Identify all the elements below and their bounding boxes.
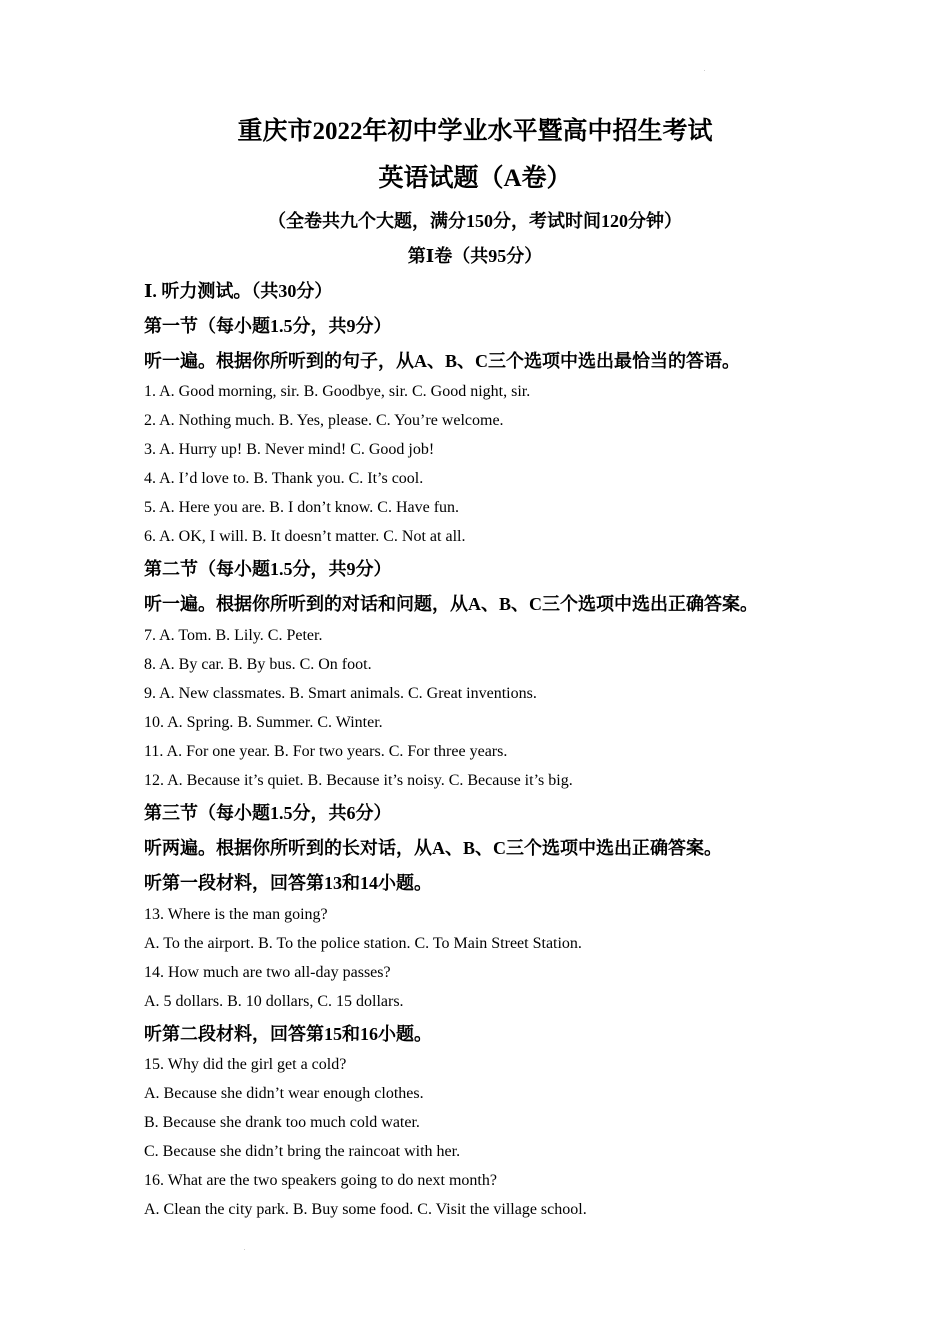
question-line: 15. Why did the girl get a cold? xyxy=(144,1056,347,1073)
paper-title: 英语试题（A卷） xyxy=(378,165,572,192)
exam-info: （全卷共九个大题，满分150分，考试时间120分钟） xyxy=(268,211,682,231)
scan-speck xyxy=(244,1249,245,1250)
section-heading: 第二节（每小题1.5分，共9分） xyxy=(144,559,392,579)
question-line: 6. A. OK, I will. B. It doesn’t matter. C. Not at all. xyxy=(144,528,466,545)
question-line: 9. A. New classmates. B. Smart animals. C. Great inventions. xyxy=(144,685,537,702)
question-line: A. To the airport. B. To the police station. C. To Main Street Station. xyxy=(144,935,582,952)
part-heading: Ⅰ. 听力测试。（共30分） xyxy=(144,281,333,301)
question-line: A. Because she didn’t wear enough clothes. xyxy=(144,1085,424,1102)
section-instruction: 听两遍。根据你所听到的长对话，从A、B、C三个选项中选出正确答案。 xyxy=(144,838,723,858)
section-heading: 第一节（每小题1.5分，共9分） xyxy=(144,316,392,336)
question-line: 3. A. Hurry up! B. Never mind! C. Good job! xyxy=(144,441,435,458)
question-line: 2. A. Nothing much. B. Yes, please. C. You’re welcome. xyxy=(144,412,504,429)
question-line: 16. What are the two speakers going to do next month? xyxy=(144,1172,497,1189)
question-line: A. 5 dollars. B. 10 dollars, C. 15 dollars. xyxy=(144,993,404,1010)
question-line: 10. A. Spring. B. Summer. C. Winter. xyxy=(144,714,383,731)
section-instruction: 听一遍。根据你所听到的句子，从A、B、C三个选项中选出最恰当的答语。 xyxy=(144,351,741,371)
question-line: 12. A. Because it’s quiet. B. Because it’s noisy. C. Because it’s big. xyxy=(144,772,573,789)
volume-title: 第Ⅰ卷（共95分） xyxy=(407,246,543,266)
question-line: 14. How much are two all-day passes? xyxy=(144,964,391,981)
question-line: B. Because she drank too much cold water. xyxy=(144,1114,420,1131)
section-heading: 第三节（每小题1.5分，共6分） xyxy=(144,803,392,823)
question-line: A. Clean the city park. B. Buy some food. C. Visit the village school. xyxy=(144,1201,587,1218)
question-line: 13. Where is the man going? xyxy=(144,906,328,923)
question-line: 5. A. Here you are. B. I don’t know. C. Have fun. xyxy=(144,499,460,516)
question-line: C. Because she didn’t bring the raincoat with her. xyxy=(144,1143,461,1160)
exam-title: 重庆市2022年初中学业水平暨高中招生考试 xyxy=(237,118,713,145)
question-line: 8. A. By car. B. By bus. C. On foot. xyxy=(144,656,372,673)
question-line: 11. A. For one year. B. For two years. C. For three years. xyxy=(144,743,508,760)
section-instruction: 听一遍。根据你所听到的对话和问题，从A、B、C三个选项中选出正确答案。 xyxy=(144,594,759,614)
passage-heading: 听第二段材料，回答第15和16小题。 xyxy=(144,1024,432,1044)
question-line: 4. A. I’d love to. B. Thank you. C. It’s cool. xyxy=(144,470,424,487)
passage-heading: 听第一段材料，回答第13和14小题。 xyxy=(144,873,432,893)
scan-speck xyxy=(704,70,705,71)
question-line: 1. A. Good morning, sir. B. Goodbye, sir. C. Good night, sir. xyxy=(144,383,531,400)
question-line: 7. A. Tom. B. Lily. C. Peter. xyxy=(144,627,323,644)
